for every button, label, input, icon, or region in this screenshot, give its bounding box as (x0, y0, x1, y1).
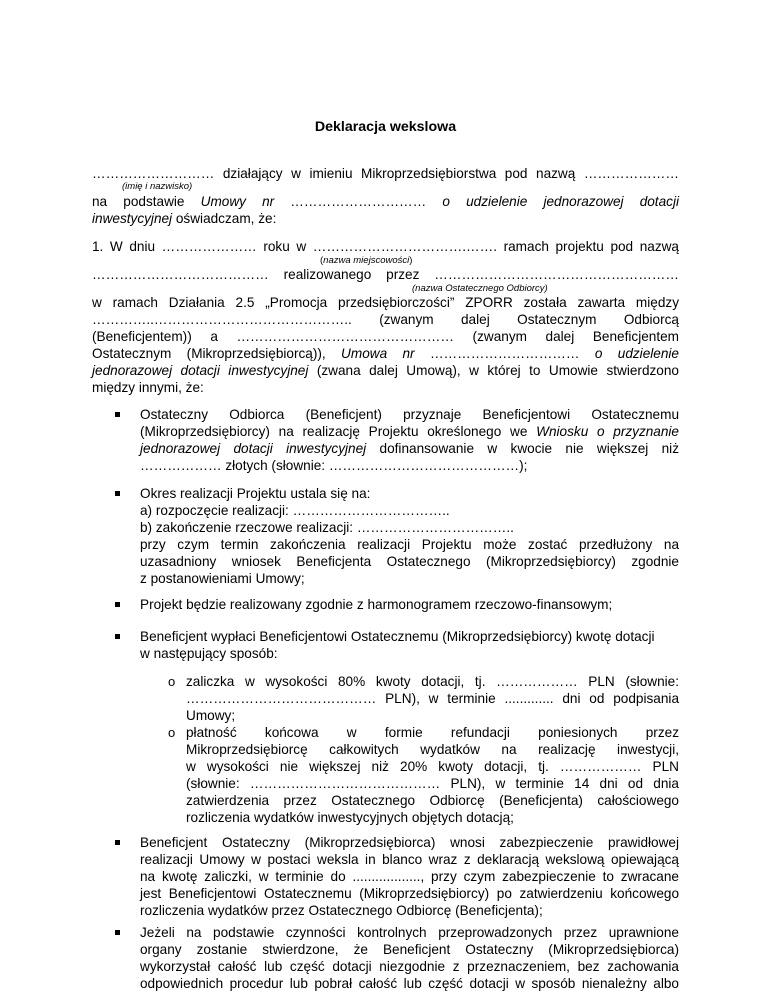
place-note: (nazwa miejscowości) (320, 255, 413, 266)
bullet-marker (115, 412, 120, 417)
name-note: (imię i nazwisko) (122, 181, 193, 192)
paragraph-line: ………………………………… realizowanego przez ……………………………………………… (92, 267, 679, 282)
bullet-marker (115, 930, 120, 935)
paragraph-line: (Beneficjentem)) a ………………………………………… (zwanym dalej Beneficjentem (92, 329, 679, 344)
paragraph-line: w ramach Działania 2.5 „Promocja przedsiębiorczości” ZPORR została zawarta między (92, 295, 679, 310)
bullet-marker (115, 491, 120, 496)
intro-line: inwestycyjnej oświadczam, że: (92, 211, 277, 226)
sub-item: o płatność końcowa w formie refundacji poniesionych przez Mikroprzedsiębiorcę całkowitych wydatków na realizację inwestycji, w wysokości nie większej niż 20% kwoty dotacji, tj. ……………… PLN (słownie: …………………………………… PLN), w terminie 14 dni od dnia zatwierdzenia przez Ostatecznego Odbiorcę (Beneficjenta) całościowego rozliczenia wydatków inwestycyjnych objętych dotacją; (168, 725, 679, 825)
bullet-marker (115, 634, 120, 639)
paragraph-line: …………..…………………………………….. (zwanym dalej Ostatecznym Odbiorcą (92, 312, 679, 327)
bullet-marker (115, 602, 120, 607)
paragraph-line: Ostatecznym (Mikroprzedsiębiorcą)), Umowa nr …………………………… o udzielenie (92, 346, 679, 361)
bullet-item: Jeżeli na podstawie czynności kontrolnych przeprowadzonych przez uprawnione organy zostanie stwierdzone, że Beneficjent Ostateczny (Mikroprzedsiębiorca) wykorzystał całość lub część dotacji niezgodnie z przeznaczeniem, bez zachowania odpowiednich procedur lub pobrał całość lub część dotacji w sposób nienależny albo (140, 924, 679, 992)
sub-marker: o (168, 674, 176, 689)
paragraph-line: jednorazowej dotacji inwestycyjnej (zwana dalej Umową), w której to Umowie stwierdzono (92, 363, 679, 378)
sub-item: o zaliczka w wysokości 80% kwoty dotacji, tj. ……………… PLN (słownie: …………………………………… PLN), w terminie ............. dni od podpisania Umowy; (168, 674, 679, 723)
bullet-item: Ostateczny Odbiorca (Beneficjent) przyznaje Beneficjentowi Ostatecznemu (Mikroprzedsiębiorcy) na realizację Projektu określonego we Wniosku o przyznanie jednorazowej dotacji inwestycyjnej dofinansowanie w kwocie nie większej niż ……………… złotych (słownie: ……………………………………); (140, 406, 679, 474)
document-title: Deklaracja wekslowa (314, 119, 457, 135)
intro-line: na podstawie Umowy nr ………………………… o udzielenie jednorazowej dotacji (92, 194, 679, 209)
bullet-item: Beneficjent wypłaci Beneficjentowi Ostatecznemu (Mikroprzedsiębiorcy) kwotę dotacji w następujący sposób: (140, 628, 679, 662)
bullet-item: Okres realizacji Projektu ustala się na: a) rozpoczęcie realizacji: …………………………….. b) zakończenie rzeczowe realizacji: …………………………….. przy czym termin zakończenia realizacji Projektu może zostać przedłużony na uzasadniony wniosek Beneficjenta Ostatecznego (Mikroprzedsiębiorcy) zgodnie z postanowieniami Umowy; (140, 485, 679, 587)
bullet-item: Beneficjent Ostateczny (Mikroprzedsiębiorca) wnosi zabezpieczenie prawidłowej realizacji Umowy w postaci weksla in blanco wraz z deklaracją wekslową opiewającą na kwotę zaliczki, w terminie do .................., przy czym zabezpieczenie to zwracane jest Beneficjentowi Ostatecznemu (Mikroprzedsiębiorcy) po zatwierdzeniu końcowego rozliczenia wydatków przez Ostatecznego Odbiorcę (Beneficjenta); (140, 834, 679, 919)
sub-marker: o (168, 725, 176, 740)
recipient-note: (nazwa Ostatecznego Odbiorcy) (412, 283, 548, 294)
paragraph-line: 1. W dniu ………………… roku w …………………………….……. ramach projektu pod nazwą (92, 239, 679, 254)
intro-line: ……………………… działający w imieniu Mikroprzedsiębiorstwa pod nazwą ………………… (92, 166, 679, 181)
bullet-item: Projekt będzie realizowany zgodnie z harmonogramem rzeczowo-finansowym; (140, 596, 679, 613)
paragraph-line: między innymi, że: (92, 380, 204, 395)
bullet-marker (115, 840, 120, 845)
